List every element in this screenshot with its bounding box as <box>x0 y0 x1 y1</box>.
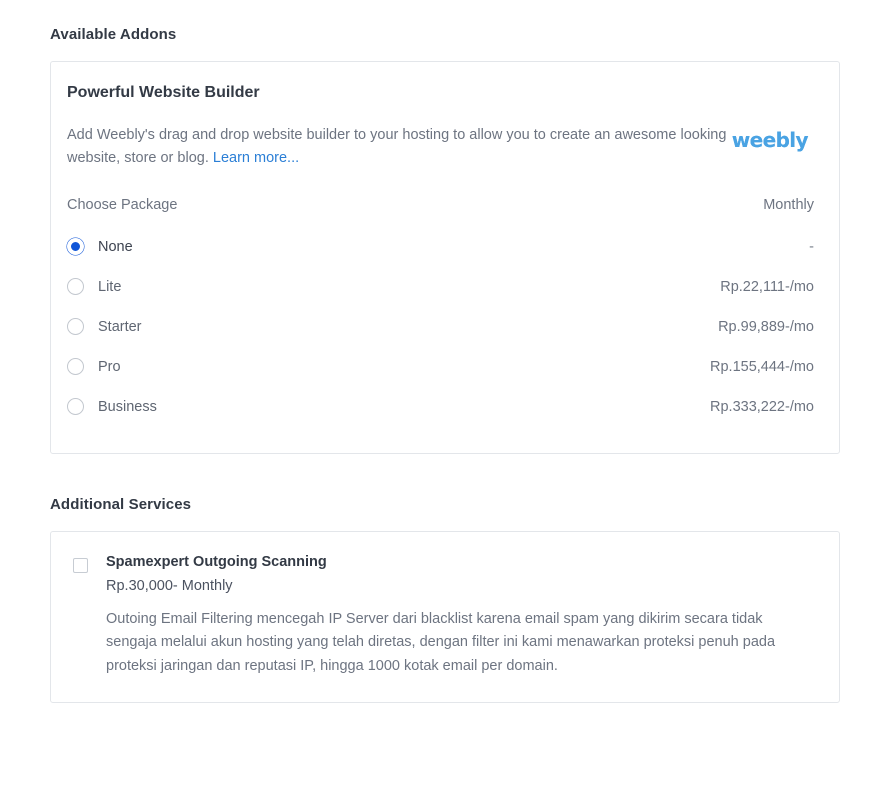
package-price: Rp.333,222-/mo <box>710 398 814 415</box>
package-name: Pro <box>98 358 121 375</box>
package-option-pro[interactable] <box>67 347 814 387</box>
radio-icon[interactable] <box>67 358 84 375</box>
radio-icon[interactable] <box>67 398 84 415</box>
package-price: Rp.99,889-/mo <box>718 318 814 335</box>
radio-icon[interactable] <box>67 278 84 295</box>
radio-icon[interactable] <box>67 318 84 335</box>
choose-package-row <box>67 197 814 213</box>
package-price: - <box>809 238 814 255</box>
package-name: None <box>98 238 133 255</box>
service-name: Spamexpert Outgoing Scanning <box>106 553 327 570</box>
weebly-logo: weebly <box>731 128 808 152</box>
radio-icon[interactable] <box>67 238 84 255</box>
addon-title: Powerful Website Builder <box>67 84 260 101</box>
package-price: Rp.155,444-/mo <box>710 358 814 375</box>
addon-description <box>67 124 727 171</box>
service-card-spamexpert <box>50 531 840 703</box>
package-option-starter[interactable] <box>67 307 814 347</box>
service-price: Rp.30,000- Monthly <box>106 577 233 594</box>
package-option-list <box>67 227 814 427</box>
available-addons-heading: Available Addons <box>50 26 177 43</box>
package-option-none[interactable] <box>67 227 814 267</box>
addon-card-website-builder <box>50 61 840 454</box>
addon-description-text: Add Weebly's drag and drop website builder to your hosting to allow you to create an awesome looking website, store or blog. <box>67 127 727 167</box>
package-name: Starter <box>98 318 142 335</box>
additional-services-heading: Additional Services <box>50 495 192 513</box>
service-description: Outoing Email Filtering mencegah IP Server dari blacklist karena email spam yang dikirim secara tidak sengaja melalui akun hosting yang telah diretas, dengan filter ini kami menawarkan proteksi penuh pada proteksi jaringan dan reputasi IP, hingga 1000 kotak email per domain. <box>106 610 776 674</box>
learn-more-link[interactable]: Learn more... <box>212 150 300 167</box>
billing-cycle-label: Monthly <box>763 196 814 213</box>
package-price: Rp.22,111-/mo <box>720 278 814 295</box>
package-option-business[interactable] <box>67 387 814 427</box>
package-name: Business <box>98 398 157 415</box>
package-option-lite[interactable] <box>67 267 814 307</box>
package-name: Lite <box>98 278 122 295</box>
checkbox-icon[interactable] <box>73 558 88 573</box>
choose-package-label: Choose Package <box>67 196 178 213</box>
